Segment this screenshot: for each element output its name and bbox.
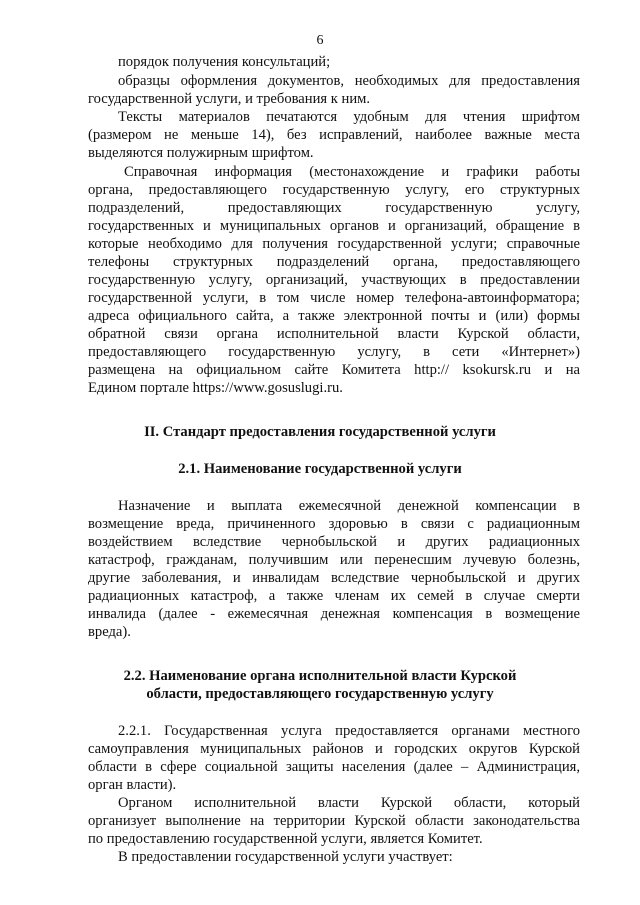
paragraph-line: телефоны структурных подразделений органа, предоставляющего xyxy=(88,254,580,270)
subsection-heading: 2.2. Наименование органа исполнительной власти Курской xyxy=(123,668,517,684)
paragraph-line: радиационных катастроф, а также членам их семей в случае смерти xyxy=(88,588,580,604)
paragraph-line: 2.2.1. Государственная услуга предоставляется органами местного xyxy=(118,723,580,739)
paragraph-line: Едином портале https://www.gosuslugi.ru. xyxy=(88,380,343,396)
paragraph-line: самоуправления муниципальных районов и городских округов Курской xyxy=(88,741,580,757)
paragraph-line: по предоставлению государственной услуги, является Комитет. xyxy=(88,831,483,847)
paragraph-line: Тексты материалов печатаются удобным для чтения шрифтом xyxy=(118,109,580,125)
paragraph-line: воздействием вследствие чернобыльской и других радиационных xyxy=(88,534,580,550)
paragraph-line: подразделений, предоставляющих государственную услугу, xyxy=(88,200,580,216)
paragraph-line: катастроф, гражданам, получившим или перенесшим лучевую болезнь, xyxy=(88,552,580,568)
paragraph-line: государственных и муниципальных органов и организаций, обращение в xyxy=(88,218,580,234)
paragraph-line: Назначение и выплата ежемесячной денежной компенсации в xyxy=(118,498,580,514)
paragraph-line: орган власти). xyxy=(88,777,177,793)
paragraph-line: которые необходимо для получения государственной услуги; справочные xyxy=(88,236,580,252)
paragraph-line: инвалида (далее - ежемесячная денежная компенсация в возмещение xyxy=(88,606,580,622)
paragraph-line: другие заболевания, и инвалидам вследствие чернобыльской и других xyxy=(88,570,580,586)
paragraph-line: Справочная информация (местонахождение и графики работы xyxy=(124,164,580,180)
paragraph-line: образцы оформления документов, необходимых для предоставления xyxy=(118,73,580,89)
page-number: 6 xyxy=(316,33,324,48)
subsection-heading: 2.1. Наименование государственной услуги xyxy=(178,461,462,477)
paragraph-line: государственную услугу, организаций, участвующих в предоставлении xyxy=(88,272,580,288)
paragraph-line: государственной услуги, в том числе номер телефона-автоинформатора; xyxy=(88,290,580,306)
paragraph-line: обратной связи органа исполнительной власти Курской области, xyxy=(88,326,580,342)
paragraph-line: размещена на официальном сайте Комитета http:// ksokursk.ru и на xyxy=(88,362,580,378)
subsection-heading: области, предоставляющего государственную услугу xyxy=(146,686,494,702)
paragraph-line: (размером не меньше 14), без исправлений, наиболее важные места xyxy=(88,127,580,143)
paragraph-line: выделяются полужирным шрифтом. xyxy=(88,145,314,161)
paragraph-line: адреса официального сайта, а также электронной почты и (или) формы xyxy=(88,308,580,324)
paragraph-line: Органом исполнительной власти Курской области, который xyxy=(118,795,580,811)
paragraph-line: вреда). xyxy=(88,624,131,640)
section-heading: II. Стандарт предоставления государственной услуги xyxy=(144,424,496,440)
paragraph-line: возмещение вреда, причиненного здоровью в связи с радиационным xyxy=(88,516,580,532)
paragraph-line: области в сфере социальной защиты населения (далее – Администрация, xyxy=(88,759,580,775)
paragraph-line: органа, предоставляющего государственную услугу, его структурных xyxy=(88,182,580,198)
paragraph-line: В предоставлении государственной услуги участвует: xyxy=(118,849,453,865)
paragraph-line: порядок получения консультаций; xyxy=(118,54,331,70)
paragraph-line: предоставляющего государственную услугу, в сети «Интернет») xyxy=(88,344,580,360)
paragraph-line: организует выполнение на территории Курской области законодательства xyxy=(88,813,580,829)
paragraph-line: государственной услуги, и требования к ним. xyxy=(88,91,371,107)
